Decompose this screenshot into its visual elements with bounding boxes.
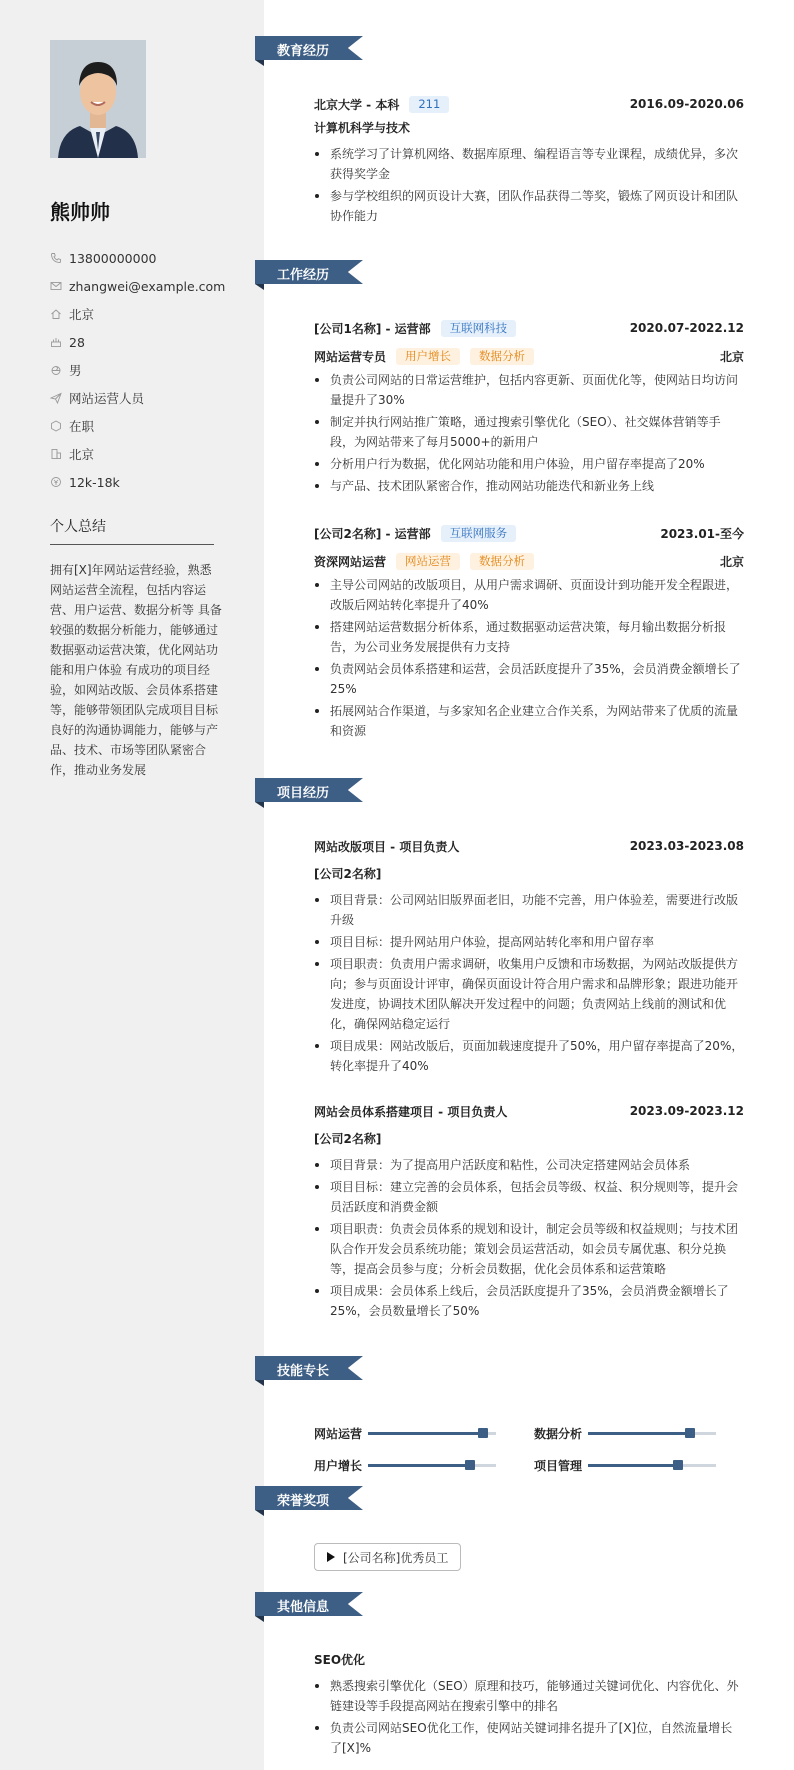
list-item: 项目成果：会员体系上线后，会员活跃度提升了35%，会员消费金额增长了25%，会员数量增长了50% — [314, 1281, 744, 1321]
work-2-city: 北京 — [719, 554, 744, 569]
summary-divider — [50, 544, 214, 545]
skill-bar-fill — [588, 1464, 678, 1467]
work-1-header — [314, 318, 744, 338]
project-2-date: 2023.09-2023.12 — [629, 1104, 744, 1118]
skill-item — [534, 1455, 734, 1475]
list-item: 制定并执行网站推广策略，通过搜索引擎优化（SEO）、社交媒体营销等手段，为网站带来了每月5000+的新用户 — [314, 412, 744, 452]
info-status-text: 在职 — [69, 419, 95, 434]
education-date: 2016.09-2020.06 — [629, 97, 744, 111]
work-2-header — [314, 523, 744, 543]
info-city-text: 北京 — [69, 447, 95, 462]
list-item: 熟悉搜索引擎优化（SEO）原理和技巧，能够通过关键词优化、内容优化、外链建设等手段提高网站在搜索引擎中的排名 — [314, 1676, 744, 1716]
project-2-bullets — [314, 1155, 744, 1321]
info-location — [50, 300, 225, 328]
project-1-date: 2023.03-2023.08 — [629, 839, 744, 853]
list-item: 拓展网站合作渠道，与多家知名企业建立合作关系，为网站带来了优质的流量和资源 — [314, 701, 744, 741]
project-1-title: 网站改版项目 - 项目负责人 — [314, 839, 460, 854]
info-salary-text: 12k-18k — [69, 474, 120, 490]
skill-item — [534, 1423, 734, 1443]
skill-name: 数据分析 — [534, 1426, 583, 1441]
education-block — [314, 94, 744, 228]
list-item: 负责网站会员体系搭建和运营，会员活跃度提升了35%，会员消费金额增长了25% — [314, 659, 744, 699]
work-1-position: 网站运营专员 — [314, 349, 387, 364]
info-email-text: zhangwei@example.com — [69, 278, 226, 294]
list-item: 主导公司网站的改版项目，从用户需求调研、页面设计到功能开发全程跟进，改版后网站转化率提升了40% — [314, 575, 744, 615]
phone-icon — [50, 252, 62, 264]
skill-item — [314, 1423, 514, 1443]
skill-bar — [588, 1432, 716, 1435]
age-icon — [50, 336, 62, 348]
building-icon — [50, 448, 62, 460]
other-bullets — [314, 1676, 744, 1758]
send-icon — [50, 392, 62, 404]
list-item: 搭建网站运营数据分析体系，通过数据驱动运营决策，每月输出数据分析报告，为公司业务发展提供有力支持 — [314, 617, 744, 657]
work-2-tag: 网站运营 — [396, 553, 460, 570]
work-2-tag: 数据分析 — [470, 553, 534, 570]
work-1-bullets — [314, 370, 744, 496]
home-icon — [50, 308, 62, 320]
skill-bar-fill — [368, 1432, 483, 1435]
work-1-company: [公司1名称] - 运营部 — [314, 321, 431, 336]
other-block — [314, 1650, 744, 1760]
skill-name: 网站运营 — [314, 1426, 363, 1441]
info-position — [50, 384, 225, 412]
skill-name: 用户增长 — [314, 1458, 363, 1473]
section-other-label: 其他信息 — [277, 1600, 330, 1615]
list-item: 项目背景：为了提高用户活跃度和粘性，公司决定搭建网站会员体系 — [314, 1155, 744, 1175]
work-1-date: 2020.07-2022.12 — [629, 321, 744, 335]
skill-bar-knob — [478, 1428, 488, 1438]
work-2-industry-tag: 互联网服务 — [441, 525, 517, 542]
info-salary — [50, 468, 225, 496]
work-2-company: [公司2名称] - 运营部 — [314, 526, 431, 541]
info-city — [50, 440, 225, 468]
skill-bar — [588, 1464, 716, 1467]
skill-bar-fill — [368, 1464, 470, 1467]
info-phone-text: 13800000000 — [69, 250, 157, 266]
section-awards-label: 荣誉奖项 — [277, 1494, 330, 1509]
skill-bar-knob — [673, 1460, 683, 1470]
work-1-tag: 数据分析 — [470, 348, 534, 365]
info-age-text: 28 — [69, 334, 85, 350]
summary-text: 拥有[X]年网站运营经验，熟悉网站运营全流程，包括内容运营、用户运营、数据分析等 具备较强的数据分析能力，能够通过数据驱动运营决策，优化网站功能和用户体验 有成功的项目经验，如网站改版、会员体系搭建等，能够带领团队完成项目目标 良好的沟通协调能力，能够与产品、技术、市场等团队紧密合作，推动业务发展 — [50, 563, 222, 777]
skill-bar-knob — [685, 1428, 695, 1438]
education-header — [314, 94, 744, 114]
education-bullets — [314, 144, 744, 226]
project-item-1 — [314, 836, 744, 1078]
list-item: 项目目标：建立完善的会员体系，包括会员等级、权益、积分规则等，提升会员活跃度和消费金额 — [314, 1177, 744, 1217]
contact-info-list — [50, 244, 225, 496]
project-2-company: [公司2名称] — [314, 1132, 382, 1146]
info-gender — [50, 356, 225, 384]
work-item-2 — [314, 523, 744, 743]
skill-bar-knob — [465, 1460, 475, 1470]
project-1-header — [314, 836, 744, 856]
list-item: 分析用户行为数据，优化网站功能和用户体验，用户留存率提高了20% — [314, 454, 744, 474]
status-icon — [50, 420, 62, 432]
work-1-tag: 用户增长 — [396, 348, 460, 365]
section-projects-label: 项目经历 — [277, 786, 330, 801]
info-gender-text: 男 — [69, 363, 82, 378]
project-1-bullets — [314, 890, 744, 1076]
list-item: 系统学习了计算机网络、数据库原理、编程语言等专业课程，成绩优异，多次获得奖学金 — [314, 144, 744, 184]
skill-item — [314, 1455, 514, 1475]
education-school: 北京大学 - 本科 — [314, 97, 400, 112]
profile-photo — [50, 40, 146, 158]
list-item: 项目职责：负责会员体系的规划和设计，制定会员等级和权益规则；与技术团队合作开发会员系统功能；策划会员运营活动，如会员专属优惠、积分兑换等，提高会员参与度；分析会员数据，优化会员体系和运营策略 — [314, 1219, 744, 1279]
education-tag: 211 — [409, 96, 449, 113]
mail-icon — [50, 280, 62, 292]
project-1-company: [公司2名称] — [314, 867, 382, 881]
section-education-label: 教育经历 — [277, 44, 330, 59]
gender-icon — [50, 364, 62, 376]
education-major: 计算机科学与技术 — [314, 121, 411, 135]
skill-name: 项目管理 — [534, 1458, 583, 1473]
list-item: 项目背景：公司网站旧版界面老旧，功能不完善，用户体验差，需要进行改版升级 — [314, 890, 744, 930]
work-2-position-row — [314, 551, 744, 571]
list-item: 与产品、技术团队紧密合作，推动网站功能迭代和新业务上线 — [314, 476, 744, 496]
project-item-2 — [314, 1101, 744, 1323]
other-title: SEO优化 — [314, 1653, 366, 1667]
work-item-1 — [314, 318, 744, 498]
sidebar — [0, 0, 264, 1770]
list-item: 参与学校组织的网页设计大赛，团队作品获得二等奖，锻炼了网页设计和团队协作能力 — [314, 186, 744, 226]
info-phone — [50, 244, 225, 272]
skill-bar — [368, 1432, 496, 1435]
info-status — [50, 412, 225, 440]
play-icon — [327, 1552, 335, 1562]
work-1-city: 北京 — [719, 349, 744, 364]
work-1-industry-tag: 互联网科技 — [441, 320, 517, 337]
list-item: 负责公司网站的日常运营维护，包括内容更新、页面优化等，使网站日均访问量提升了30% — [314, 370, 744, 410]
list-item: 项目职责：负责用户需求调研，收集用户反馈和市场数据，为网站改版提供方向；参与页面设计评审，确保页面设计符合用户需求和品牌形象；跟进功能开发进度，协调技术团队解决开发过程中的问题；负责网站上线前的测试和优化，确保网站稳定运行 — [314, 954, 744, 1034]
skill-bar — [368, 1464, 496, 1467]
candidate-name: 熊帅帅 — [50, 200, 110, 224]
list-item: 项目目标：提升网站用户体验，提高网站转化率和用户留存率 — [314, 932, 744, 952]
main-content — [264, 0, 794, 1770]
award-text: [公司名称]优秀员工 — [343, 1550, 449, 1565]
salary-icon — [50, 476, 62, 488]
work-2-position: 资深网站运营 — [314, 554, 387, 569]
summary-heading: 个人总结 — [50, 519, 106, 535]
award-item — [314, 1543, 461, 1571]
work-2-bullets — [314, 575, 744, 741]
section-work-label: 工作经历 — [277, 268, 330, 283]
list-item: 项目成果：网站改版后，页面加载速度提升了50%，用户留存率提高了20%，转化率提升了40% — [314, 1036, 744, 1076]
work-1-position-row — [314, 346, 744, 366]
section-skills-label: 技能专长 — [277, 1364, 330, 1379]
skill-bar-fill — [588, 1432, 690, 1435]
info-position-text: 网站运营人员 — [69, 391, 145, 406]
info-age — [50, 328, 225, 356]
info-email — [50, 272, 225, 300]
info-location-text: 北京 — [69, 307, 95, 322]
work-2-date: 2023.01-至今 — [660, 526, 744, 541]
list-item: 负责公司网站SEO优化工作，使网站关键词排名提升了[X]位，自然流量增长了[X]% — [314, 1718, 744, 1758]
project-2-header — [314, 1101, 744, 1121]
project-2-title: 网站会员体系搭建项目 - 项目负责人 — [314, 1104, 508, 1119]
